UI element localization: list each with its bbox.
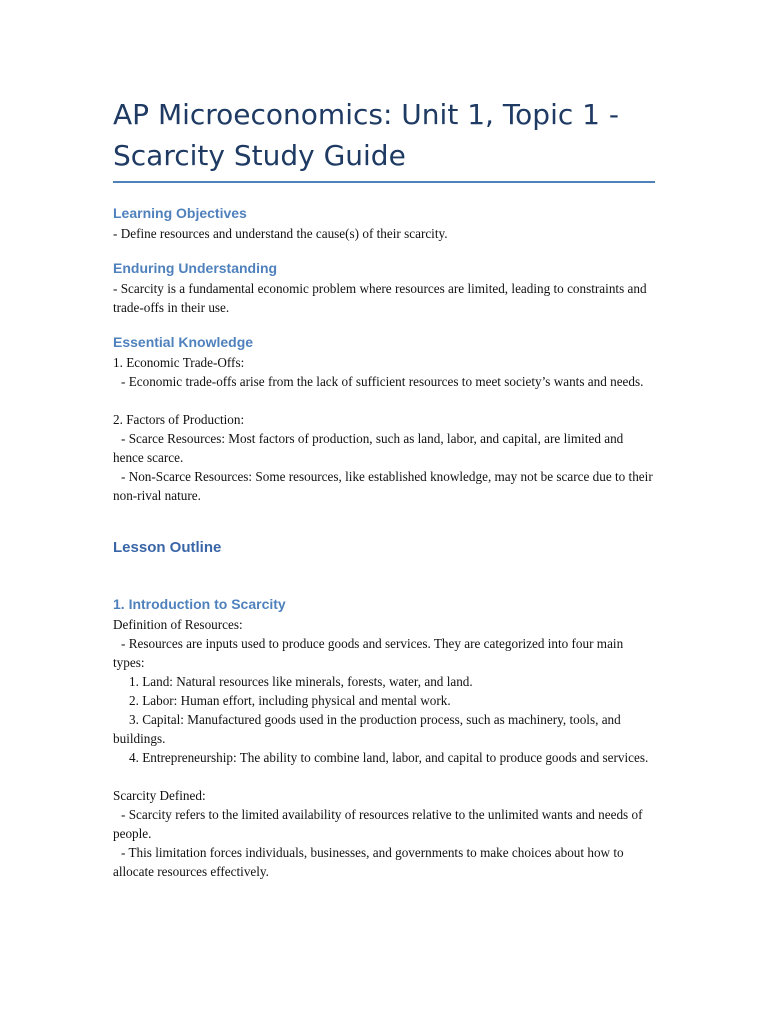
resource-type-labor: 2. Labor: Human effort, including physical and mental work. bbox=[129, 693, 451, 708]
essential-knowledge-item-2-text-a: - Scarce Resources: Most factors of production, such as land, labor, and capital, are limited and hence scarce. bbox=[113, 431, 624, 465]
page-title bbox=[113, 94, 655, 176]
learning-objectives-text: - Define resources and understand the cause(s) of their scarcity. bbox=[113, 226, 448, 241]
essential-knowledge-item-1-text: - Economic trade-offs arise from the lack of sufficient resources to meet society’s wants and needs. bbox=[121, 374, 644, 389]
title-underline bbox=[113, 181, 655, 183]
scarcity-defined-text-a: - Scarcity refers to the limited availability of resources relative to the unlimited wants and needs of people. bbox=[113, 807, 643, 841]
essential-knowledge-item-1-title: 1. Economic Trade-Offs: bbox=[113, 355, 245, 370]
essential-knowledge-item-2-title: 2. Factors of Production: bbox=[113, 412, 245, 427]
essential-knowledge-heading: Essential Knowledge bbox=[113, 334, 254, 350]
title-line-1: AP Microeconomics: Unit 1, Topic 1 - bbox=[113, 98, 619, 131]
title-line-2: Scarcity Study Guide bbox=[113, 139, 406, 172]
scarcity-defined-text-b: - This limitation forces individuals, businesses, and governments to make choices about how to allocate resources effectively. bbox=[113, 845, 624, 879]
scarcity-defined-title: Scarcity Defined: bbox=[113, 788, 206, 803]
intro-heading: 1. Introduction to Scarcity bbox=[113, 596, 286, 612]
enduring-understanding-heading: Enduring Understanding bbox=[113, 260, 278, 276]
intro-definition-text: - Resources are inputs used to produce goods and services. They are categorized into four main types: bbox=[113, 636, 624, 670]
intro-definition-title: Definition of Resources: bbox=[113, 617, 243, 632]
essential-knowledge-item-2-text-b: - Non-Scarce Resources: Some resources, like established knowledge, may not be scarce due to their non-rival nature. bbox=[113, 469, 653, 503]
document-page bbox=[113, 94, 655, 881]
resource-type-capital: 3. Capital: Manufactured goods used in the production process, such as machinery, tools, and buildings. bbox=[113, 712, 621, 746]
resource-type-entrepreneurship: 4. Entrepreneurship: The ability to combine land, labor, and capital to produce goods and services. bbox=[129, 750, 649, 765]
lesson-outline-heading: Lesson Outline bbox=[113, 539, 222, 556]
enduring-understanding-text: - Scarcity is a fundamental economic problem where resources are limited, leading to constraints and trade-offs in their use. bbox=[113, 281, 647, 315]
resource-type-land: 1. Land: Natural resources like minerals, forests, water, and land. bbox=[129, 674, 473, 689]
learning-objectives-heading: Learning Objectives bbox=[113, 205, 247, 221]
